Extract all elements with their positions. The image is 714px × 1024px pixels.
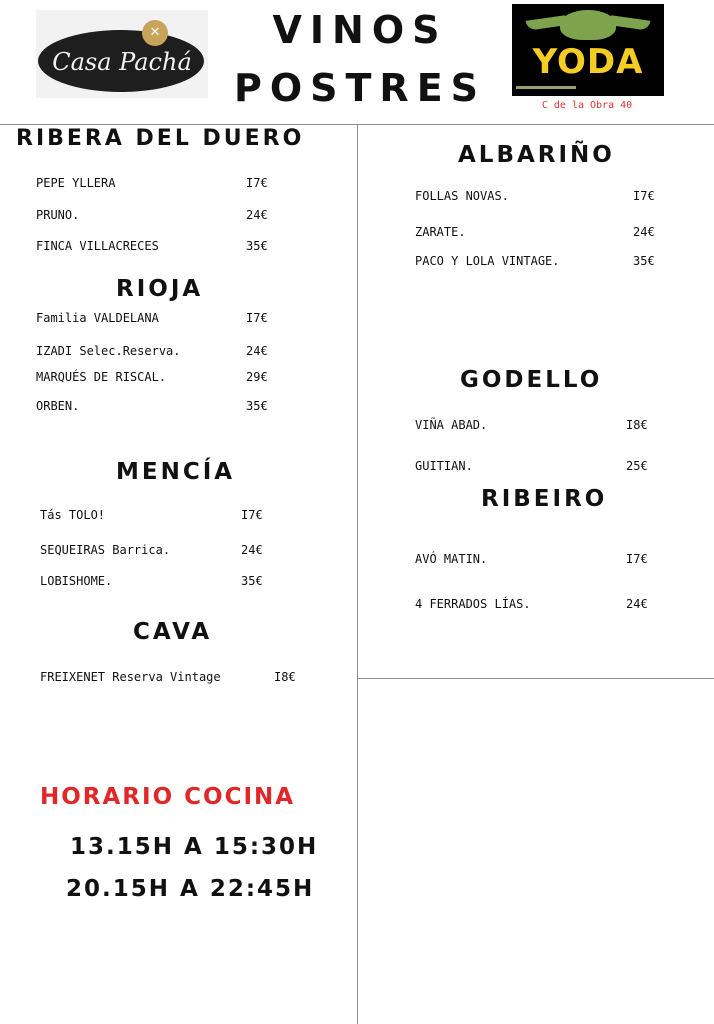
section-title-mencia: MENCÍA [116,459,236,485]
wine-price: 35€ [246,399,268,413]
wine-name: PRUNO. [36,208,80,222]
wine-price: 35€ [241,574,263,588]
yoda-logo [512,4,664,96]
wine-name: AVÓ MATIN. [415,552,488,566]
wine-price: I8€ [626,418,648,432]
wine-price: 24€ [241,543,263,557]
column-divider [357,124,358,1024]
section-title-albarino: ALBARIÑO [458,142,615,168]
fork-knife-icon: ✕ [142,20,168,46]
wine-name: GUITIAN. [415,459,473,473]
section-title-cava: CAVA [133,619,213,645]
wine-name: IZADI Selec.Reserva. [36,344,181,358]
wine-price: 24€ [246,208,268,222]
wine-price: 24€ [246,344,268,358]
section-title-ribera: RIBERA DEL DUERO [16,126,305,151]
wine-price: I7€ [633,189,655,203]
wine-name: FREIXENET Reserva Vintage [40,670,221,684]
page-title-line1: VINOS [272,8,448,52]
section-title-godello: GODELLO [460,367,603,393]
wine-price: 24€ [626,597,648,611]
wine-price: 29€ [246,370,268,384]
kitchen-hours-line: 13.15H A 15:30H [70,834,319,860]
section-title-ribeiro: RIBEIRO [481,486,608,512]
wine-name: Tás TOLO! [40,508,106,522]
wine-price: 25€ [626,459,648,473]
yoda-logo-text: YODA [532,42,644,82]
wine-name: LOBISHOME. [40,574,113,588]
kitchen-hours-line: 20.15H A 22:45H [66,876,315,902]
wine-name: SEQUEIRAS Barrica. [40,543,171,557]
wine-price: I7€ [626,552,648,566]
wine-name: FOLLAS NOVAS. [415,189,509,203]
kitchen-hours-title: HORARIO COCINA [40,784,296,810]
wine-name: PEPE YLLERA [36,176,116,190]
wine-name: FINCA VILLACRECES [36,239,159,253]
wine-name: VIÑA ABAD. [415,418,488,432]
page-title-line2: POSTRES [233,66,487,110]
yoda-face-icon [560,10,616,40]
right-column-divider [357,678,714,679]
section-title-rioja: RIOJA [116,276,204,302]
wine-price: 35€ [633,254,655,268]
wine-name: 4 FERRADOS LÍAS. [415,597,531,611]
logo-stripe [516,86,576,89]
wine-name: ZARATE. [415,225,466,239]
wine-name: PACO Y LOLA VINTAGE. [415,254,560,268]
wine-price: I7€ [246,176,268,190]
wine-price: 35€ [246,239,268,253]
wine-name: MARQUÉS DE RISCAL. [36,370,167,384]
address: C de la Obra 40 [541,100,633,111]
wine-price: I7€ [246,311,268,325]
wine-price: 24€ [633,225,655,239]
wine-price: I8€ [274,670,296,684]
wine-name: ORBEN. [36,399,80,413]
wine-price: I7€ [241,508,263,522]
logo-brand-text: Casa Pachá [52,48,192,76]
wine-name: Familia VALDELANA [36,311,159,325]
casa-pacha-logo [36,10,208,98]
